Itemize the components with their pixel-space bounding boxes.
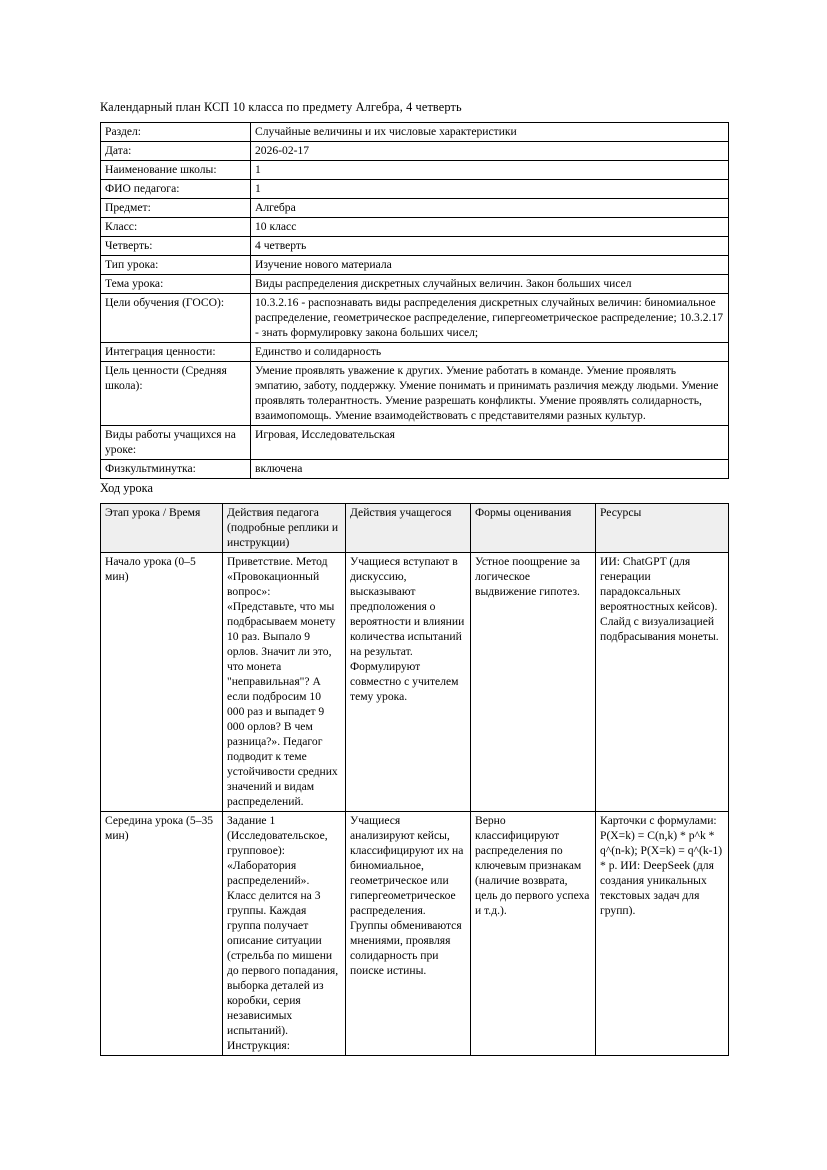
table-row [101,256,729,275]
flow-resources-begin: ИИ: ChatGPT (для генерации парадоксальных вероятностных кейсов). Слайд с визуализацией подбрасывания монеты. [596,553,729,812]
table-row [101,553,729,812]
info-label-class: Класс: [101,218,251,237]
info-value-lesson-type: Изучение нового материала [251,256,729,275]
info-label-value-goal: Цель ценности (Средняя школа): [101,362,251,426]
flow-resources-middle: Карточки с формулами: P(X=k) = C(n,k) * p^k * q^(n-k); P(X=k) = q^(k-1) * p. ИИ: DeepSeek (для создания уникальных текстовых задач для групп). [596,812,729,1056]
table-row [101,161,729,180]
info-label-work-types: Виды работы учащихся на уроке: [101,426,251,460]
table-row [101,218,729,237]
info-value-quarter: 4 четверть [251,237,729,256]
flow-stage-middle: Середина урока (5–35 мин) [101,812,223,1056]
lesson-flow-heading: Ход урока [100,481,153,495]
info-value-teacher: 1 [251,180,729,199]
lesson-info-body [101,123,729,479]
page-content [100,100,728,1056]
info-label-school: Наименование школы: [101,161,251,180]
flow-assessment-begin: Устное поощрение за логическое выдвижение гипотез. [471,553,596,812]
info-value-school: 1 [251,161,729,180]
table-header-row [101,504,729,553]
table-row [101,237,729,256]
info-value-razdel: Случайные величины и их числовые характеристики [251,123,729,142]
table-row [101,294,729,343]
info-value-work-types: Игровая, Исследовательская [251,426,729,460]
lesson-flow-header [101,504,729,553]
table-row [101,343,729,362]
info-label-topic: Тема урока: [101,275,251,294]
info-label-value-integration: Интеграция ценности: [101,343,251,362]
info-value-physical-break: включена [251,460,729,479]
info-label-data: Дата: [101,142,251,161]
info-value-goals: 10.3.2.16 - распознавать виды распределения дискретных случайных величин: биномиальное распределение, геометрическое распределение, гипергеометрическое распределение; 10.3.2.17 - знать формулировку закона больших чисел; [251,294,729,343]
table-row [101,180,729,199]
table-row [101,275,729,294]
table-row [101,142,729,161]
table-row [101,460,729,479]
table-row [101,426,729,460]
column-header-assessment: Формы оценивания [471,504,596,553]
flow-student-begin: Учащиеся вступают в дискуссию, высказывают предположения о вероятности и влиянии количества испытаний на результат. Формулируют совместно с учителем тему урока. [346,553,471,812]
flow-teacher-middle: Задание 1 (Исследовательское, групповое): «Лаборатория распределений». Класс делится на 3 группы. Каждая группа получает описание ситуации (стрельба по мишени до первого попадания, выборка деталей из коробки, серия независимых испытаний). Инструкция: [223,812,346,1056]
info-value-value-integration: Единство и солидарность [251,343,729,362]
info-value-topic: Виды распределения дискретных случайных величин. Закон больших чисел [251,275,729,294]
lesson-flow-body [101,553,729,1056]
info-value-class: 10 класс [251,218,729,237]
column-header-stage: Этап урока / Время [101,504,223,553]
lesson-info-table [100,122,729,479]
table-row [101,199,729,218]
info-label-goals: Цели обучения (ГОСО): [101,294,251,343]
info-value-subject: Алгебра [251,199,729,218]
column-header-resources: Ресурсы [596,504,729,553]
flow-assessment-middle: Верно классифицируют распределения по ключевым признакам (наличие возврата, цель до первого успеха и т.д.). [471,812,596,1056]
table-row [101,812,729,1056]
info-label-razdel: Раздел: [101,123,251,142]
info-label-teacher: ФИО педагога: [101,180,251,199]
lesson-flow-table [100,503,729,1056]
info-label-physical-break: Физкультминутка: [101,460,251,479]
info-value-data: 2026-02-17 [251,142,729,161]
column-header-student-actions: Действия учащегося [346,504,471,553]
page-title: Календарный план КСП 10 класса по предмету Алгебра, 4 четверть [100,100,462,114]
info-label-lesson-type: Тип урока: [101,256,251,275]
flow-stage-begin: Начало урока (0–5 мин) [101,553,223,812]
info-value-value-goal: Умение проявлять уважение к других. Умение работать в команде. Умение проявлять эмпатию, заботу, поддержку. Умение понимать и принимать различия между людьми. Умение проявлять толерантность. Умение разрешать конфликты. Умение проявлять солидарность, взаимопомощь. Умение взаимодействовать с представителями разных культур. [251,362,729,426]
table-row [101,123,729,142]
flow-student-middle: Учащиеся анализируют кейсы, классифицируют их на биномиальное, геометрическое или гипергеометрическое распределения. Группы обмениваются мнениями, проявляя солидарность при поиске истины. [346,812,471,1056]
flow-teacher-begin: Приветствие. Метод «Провокационный вопрос»: «Представьте, что мы подбрасываем монету 10 раз. Выпало 9 орлов. Значит ли это, что монета "неправильная"? А если подбросим 10 000 раз и выпадет 9 000 орлов? В чем разница?». Педагог подводит к теме устойчивости средних значений и видам распределений. [223,553,346,812]
info-label-subject: Предмет: [101,199,251,218]
table-row [101,362,729,426]
column-header-teacher-actions: Действия педагога (подробные реплики и инструкции) [223,504,346,553]
info-label-quarter: Четверть: [101,237,251,256]
